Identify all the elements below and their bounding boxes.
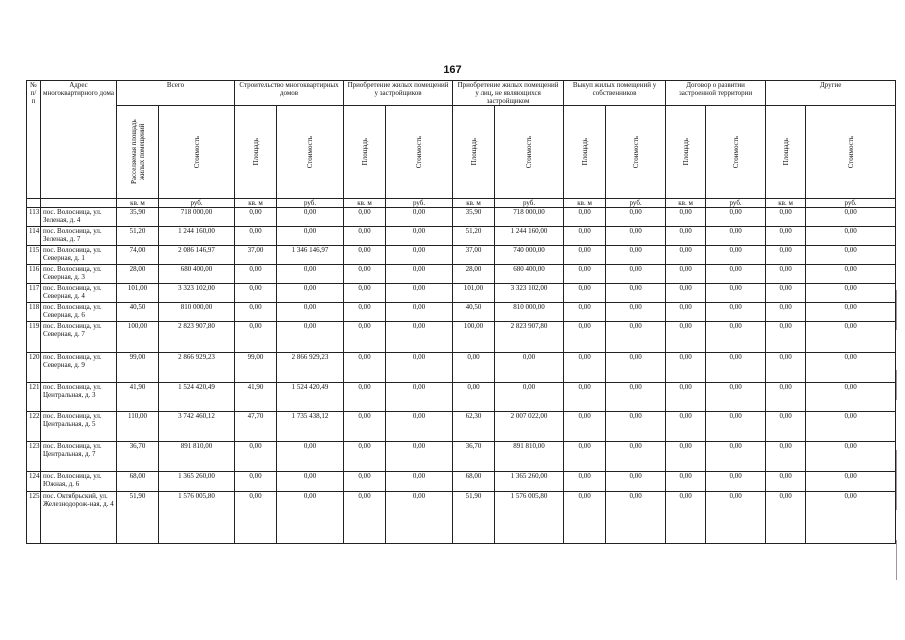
row-value: 0,00 [806, 472, 896, 492]
table-row [27, 383, 896, 412]
row-value: 0,00 [386, 383, 453, 412]
header-sub-label: Стоимость [631, 135, 640, 169]
row-value: 0,00 [344, 492, 386, 544]
row-value: 0,00 [386, 265, 453, 284]
row-value: 0,00 [666, 265, 706, 284]
scan-edge-marks [896, 0, 897, 640]
row-value: 0,00 [344, 265, 386, 284]
row-value: 0,00 [766, 208, 806, 227]
row-value: 0,00 [564, 265, 606, 284]
row-value: 1 244 160,00 [159, 227, 235, 246]
row-value: 0,00 [706, 227, 766, 246]
row-value: 0,00 [666, 442, 706, 472]
unit-label: кв. м [344, 199, 386, 208]
row-value: 0,00 [277, 303, 344, 322]
row-value: 0,00 [606, 353, 666, 383]
row-value: 0,00 [806, 227, 896, 246]
row-number: 113 [27, 208, 41, 227]
row-value: 2 866 929,23 [277, 353, 344, 383]
row-value: 0,00 [386, 246, 453, 265]
row-value: 99,00 [117, 353, 159, 383]
header-sub [806, 106, 896, 199]
row-value: 0,00 [766, 472, 806, 492]
table-row [27, 227, 896, 246]
table-row [27, 303, 896, 322]
row-value: 0,00 [666, 383, 706, 412]
row-value: 0,00 [386, 472, 453, 492]
row-value: 1 576 005,80 [495, 492, 564, 544]
row-value: 0,00 [564, 383, 606, 412]
row-value: 0,00 [766, 227, 806, 246]
header-group: Другие [766, 81, 896, 106]
row-value: 0,00 [706, 208, 766, 227]
table-body [27, 208, 896, 544]
row-value: 0,00 [706, 472, 766, 492]
row-value: 0,00 [806, 265, 896, 284]
header-sub [386, 106, 453, 199]
row-value: 0,00 [666, 492, 706, 544]
row-value: 0,00 [495, 383, 564, 412]
row-address: пос. Волосница, ул. Южная, д. 6 [41, 472, 117, 492]
row-value: 0,00 [235, 208, 277, 227]
header-sub-label: Площадь [681, 138, 690, 166]
row-value: 891 810,00 [495, 442, 564, 472]
row-value: 0,00 [235, 322, 277, 353]
row-value: 68,00 [117, 472, 159, 492]
row-address: пос. Волосница, ул. Центральная, д. 5 [41, 412, 117, 442]
header-sub-label: Площадь [580, 138, 589, 166]
row-address: пос. Волосница, ул. Зеленая, д. 7 [41, 227, 117, 246]
table-row [27, 492, 896, 544]
row-value: 0,00 [606, 265, 666, 284]
header-row-units [27, 199, 896, 208]
table-row [27, 246, 896, 265]
row-value: 0,00 [666, 322, 706, 353]
row-value: 2 866 929,23 [159, 353, 235, 383]
row-value: 0,00 [706, 265, 766, 284]
row-value: 0,00 [277, 472, 344, 492]
row-value: 0,00 [766, 322, 806, 353]
header-sub [495, 106, 564, 199]
page-number: 167 [443, 64, 462, 76]
table-row [27, 208, 896, 227]
row-value: 0,00 [806, 246, 896, 265]
row-value: 0,00 [706, 303, 766, 322]
row-value: 0,00 [706, 353, 766, 383]
row-value: 0,00 [806, 284, 896, 303]
header-row-sub [27, 106, 896, 199]
row-number: 120 [27, 353, 41, 383]
row-value: 36,70 [117, 442, 159, 472]
row-number: 117 [27, 284, 41, 303]
unit-label: руб. [806, 199, 896, 208]
row-value: 68,00 [453, 472, 495, 492]
row-value: 0,00 [235, 265, 277, 284]
row-value: 1 346 146,97 [277, 246, 344, 265]
row-value: 0,00 [386, 322, 453, 353]
row-value: 62,30 [453, 412, 495, 442]
row-value: 0,00 [606, 284, 666, 303]
row-value: 0,00 [706, 246, 766, 265]
unit-label: кв. м [666, 199, 706, 208]
row-value: 718 000,00 [159, 208, 235, 227]
header-group: Выкуп жилых помещений у собственников [564, 81, 666, 106]
row-value: 28,00 [453, 265, 495, 284]
row-value: 0,00 [666, 284, 706, 303]
row-value: 740 000,00 [495, 246, 564, 265]
row-value: 0,00 [564, 303, 606, 322]
row-number: 123 [27, 442, 41, 472]
header-sub-label: Площадь [251, 138, 260, 166]
row-value: 0,00 [386, 442, 453, 472]
row-value: 0,00 [606, 303, 666, 322]
header-group: Договор о развитии застроенной территории [666, 81, 766, 106]
unit-label: руб. [277, 199, 344, 208]
row-value: 0,00 [277, 265, 344, 284]
row-value: 37,00 [235, 246, 277, 265]
header-sub [159, 106, 235, 199]
header-sub-label: Стоимость [306, 135, 315, 169]
row-value: 0,00 [706, 412, 766, 442]
row-value: 0,00 [344, 412, 386, 442]
row-value: 0,00 [606, 442, 666, 472]
row-value: 0,00 [235, 303, 277, 322]
row-address: пос. Волосница, ул. Северная, д. 1 [41, 246, 117, 265]
row-value: 0,00 [766, 492, 806, 544]
row-value: 0,00 [277, 227, 344, 246]
row-value: 51,20 [453, 227, 495, 246]
row-value: 0,00 [766, 353, 806, 383]
header-sub-label: Стоимость [731, 135, 740, 169]
row-value: 0,00 [766, 284, 806, 303]
row-value: 0,00 [344, 246, 386, 265]
row-value: 0,00 [344, 442, 386, 472]
row-value: 891 810,00 [159, 442, 235, 472]
row-address: пос. Волосница, ул. Северная, д. 7 [41, 322, 117, 353]
row-value: 0,00 [766, 246, 806, 265]
row-number: 115 [27, 246, 41, 265]
row-value: 0,00 [564, 442, 606, 472]
row-value: 0,00 [666, 472, 706, 492]
row-value: 0,00 [606, 412, 666, 442]
row-value: 680 400,00 [159, 265, 235, 284]
row-value: 41,90 [235, 383, 277, 412]
row-value: 0,00 [666, 353, 706, 383]
table-row [27, 322, 896, 353]
row-value: 0,00 [806, 442, 896, 472]
header-no: № п/п [27, 81, 41, 199]
row-value: 0,00 [706, 284, 766, 303]
row-value: 51,90 [117, 492, 159, 544]
row-value: 0,00 [666, 227, 706, 246]
table-row [27, 265, 896, 284]
unit-label: руб. [386, 199, 453, 208]
row-value: 0,00 [344, 472, 386, 492]
row-value: 0,00 [564, 284, 606, 303]
row-value: 2 823 907,80 [159, 322, 235, 353]
header-group: Строительство многоквартирных домов [235, 81, 344, 106]
header-sub-label: Площадь [781, 138, 790, 166]
row-value: 101,00 [453, 284, 495, 303]
row-value: 0,00 [277, 322, 344, 353]
row-value: 0,00 [344, 322, 386, 353]
row-value: 3 323 102,00 [159, 284, 235, 303]
row-value: 47,70 [235, 412, 277, 442]
row-value: 0,00 [606, 208, 666, 227]
header-group: Всего [117, 81, 235, 106]
header-sub [453, 106, 495, 199]
table-row [27, 353, 896, 383]
row-value: 0,00 [564, 322, 606, 353]
row-address: пос. Волосница, ул. Центральная, д. 3 [41, 383, 117, 412]
row-value: 0,00 [564, 492, 606, 544]
resettlement-table [26, 80, 896, 544]
table-row [27, 412, 896, 442]
row-number: 122 [27, 412, 41, 442]
row-value: 0,00 [344, 227, 386, 246]
row-number: 118 [27, 303, 41, 322]
row-value: 1 365 260,00 [495, 472, 564, 492]
row-number: 124 [27, 472, 41, 492]
row-value: 100,00 [117, 322, 159, 353]
row-value: 0,00 [766, 412, 806, 442]
header-sub-label: Площадь [360, 138, 369, 166]
row-value: 74,00 [117, 246, 159, 265]
header-sub [666, 106, 706, 199]
header-sub [766, 106, 806, 199]
row-value: 40,50 [453, 303, 495, 322]
header-sub [706, 106, 766, 199]
row-value: 0,00 [235, 492, 277, 544]
header-sub [117, 106, 159, 199]
row-address: пос. Октябрьский, ул. Железнодорож-ная, д. 4 [41, 492, 117, 544]
row-value: 0,00 [706, 322, 766, 353]
row-value: 0,00 [277, 492, 344, 544]
unit-label: кв. м [564, 199, 606, 208]
row-value: 0,00 [766, 383, 806, 412]
unit-label: руб. [606, 199, 666, 208]
row-value: 0,00 [666, 208, 706, 227]
row-value: 2 007 022,00 [495, 412, 564, 442]
row-value: 0,00 [386, 353, 453, 383]
header-group: Приобретение жилых помещений у застройщиков [344, 81, 453, 106]
row-value: 0,00 [386, 303, 453, 322]
row-value: 0,00 [386, 412, 453, 442]
row-value: 110,00 [117, 412, 159, 442]
row-value: 35,90 [117, 208, 159, 227]
row-value: 0,00 [386, 492, 453, 544]
row-value: 0,00 [495, 353, 564, 383]
row-value: 0,00 [386, 208, 453, 227]
header-sub [564, 106, 606, 199]
row-value: 680 400,00 [495, 265, 564, 284]
row-value: 0,00 [235, 284, 277, 303]
header-sub [277, 106, 344, 199]
row-value: 51,20 [117, 227, 159, 246]
row-value: 810 000,00 [495, 303, 564, 322]
header-sub [606, 106, 666, 199]
row-value: 0,00 [277, 442, 344, 472]
header-row-groups [27, 81, 896, 106]
row-number: 119 [27, 322, 41, 353]
row-value: 41,90 [117, 383, 159, 412]
header-sub-label: Стоимость [846, 135, 855, 169]
row-value: 0,00 [806, 412, 896, 442]
row-value: 3 742 460,12 [159, 412, 235, 442]
row-value: 0,00 [706, 442, 766, 472]
row-value: 0,00 [344, 284, 386, 303]
row-value: 3 323 102,00 [495, 284, 564, 303]
row-value: 101,00 [117, 284, 159, 303]
row-address: пос. Волосница, ул. Центральная, д. 7 [41, 442, 117, 472]
row-value: 0,00 [344, 208, 386, 227]
row-value: 0,00 [806, 383, 896, 412]
row-value: 28,00 [117, 265, 159, 284]
row-value: 36,70 [453, 442, 495, 472]
row-value: 1 735 438,12 [277, 412, 344, 442]
row-value: 0,00 [564, 353, 606, 383]
row-value: 0,00 [277, 284, 344, 303]
header-sub-label: Площадь [469, 138, 478, 166]
row-value: 0,00 [606, 322, 666, 353]
row-value: 0,00 [606, 246, 666, 265]
row-address: пос. Волосница, ул. Северная, д. 4 [41, 284, 117, 303]
row-value: 0,00 [766, 303, 806, 322]
header-sub-label: Расселяемая площадь жилых помещений [129, 119, 146, 185]
row-value: 0,00 [606, 492, 666, 544]
row-value: 0,00 [766, 442, 806, 472]
row-value: 0,00 [564, 246, 606, 265]
row-value: 0,00 [606, 227, 666, 246]
row-value: 718 000,00 [495, 208, 564, 227]
unit-label: руб. [159, 199, 235, 208]
row-value: 0,00 [277, 208, 344, 227]
row-value: 0,00 [386, 284, 453, 303]
header-address: Адрес многоквартирного дома [41, 81, 117, 199]
unit-label: кв. м [453, 199, 495, 208]
row-value: 0,00 [453, 353, 495, 383]
row-value: 0,00 [666, 303, 706, 322]
row-value: 2 823 907,80 [495, 322, 564, 353]
header-sub-label: Стоимость [192, 135, 201, 169]
row-value: 0,00 [806, 322, 896, 353]
unit-label: кв. м [766, 199, 806, 208]
row-value: 0,00 [806, 353, 896, 383]
row-value: 0,00 [386, 227, 453, 246]
unit-label: кв. м [235, 199, 277, 208]
row-value: 2 086 146,97 [159, 246, 235, 265]
row-number: 114 [27, 227, 41, 246]
row-value: 810 000,00 [159, 303, 235, 322]
row-value: 0,00 [666, 412, 706, 442]
row-value: 0,00 [706, 383, 766, 412]
header-sub-label: Стоимость [525, 135, 534, 169]
row-value: 0,00 [564, 227, 606, 246]
row-address: пос. Волосница, ул. Зеленая, д. 4 [41, 208, 117, 227]
row-address: пос. Волосница, ул. Северная, д. 9 [41, 353, 117, 383]
row-value: 0,00 [564, 412, 606, 442]
row-value: 1 244 160,00 [495, 227, 564, 246]
row-value: 1 524 420,49 [159, 383, 235, 412]
row-number: 116 [27, 265, 41, 284]
row-value: 0,00 [806, 492, 896, 544]
units-spacer [41, 199, 117, 208]
table-row [27, 472, 896, 492]
row-value: 0,00 [564, 472, 606, 492]
units-spacer [27, 199, 41, 208]
row-value: 0,00 [453, 383, 495, 412]
row-value: 0,00 [344, 353, 386, 383]
row-value: 0,00 [766, 265, 806, 284]
row-value: 0,00 [606, 383, 666, 412]
row-value: 0,00 [344, 383, 386, 412]
row-value: 51,90 [453, 492, 495, 544]
row-value: 1 576 005,80 [159, 492, 235, 544]
header-sub [235, 106, 277, 199]
row-value: 0,00 [606, 472, 666, 492]
row-value: 37,00 [453, 246, 495, 265]
row-address: пос. Волосница, ул. Северная, д. 3 [41, 265, 117, 284]
row-value: 0,00 [235, 472, 277, 492]
row-value: 0,00 [235, 227, 277, 246]
row-number: 125 [27, 492, 41, 544]
unit-label: руб. [706, 199, 766, 208]
row-address: пос. Волосница, ул. Северная, д. 6 [41, 303, 117, 322]
header-sub-label: Стоимость [415, 135, 424, 169]
row-value: 0,00 [235, 442, 277, 472]
row-value: 1 365 260,00 [159, 472, 235, 492]
row-value: 100,00 [453, 322, 495, 353]
row-value: 40,50 [117, 303, 159, 322]
row-value: 35,90 [453, 208, 495, 227]
header-group: Приобретение жилых помещений у лиц, не являющихся застройщиком [453, 81, 564, 106]
row-value: 1 524 420,49 [277, 383, 344, 412]
row-value: 0,00 [706, 492, 766, 544]
row-value: 0,00 [806, 208, 896, 227]
header-sub [344, 106, 386, 199]
row-value: 0,00 [344, 303, 386, 322]
table-row [27, 442, 896, 472]
row-number: 121 [27, 383, 41, 412]
row-value: 0,00 [806, 303, 896, 322]
row-value: 0,00 [666, 246, 706, 265]
unit-label: кв. м [117, 199, 159, 208]
table-row [27, 284, 896, 303]
row-value: 0,00 [564, 208, 606, 227]
row-value: 99,00 [235, 353, 277, 383]
unit-label: руб. [495, 199, 564, 208]
